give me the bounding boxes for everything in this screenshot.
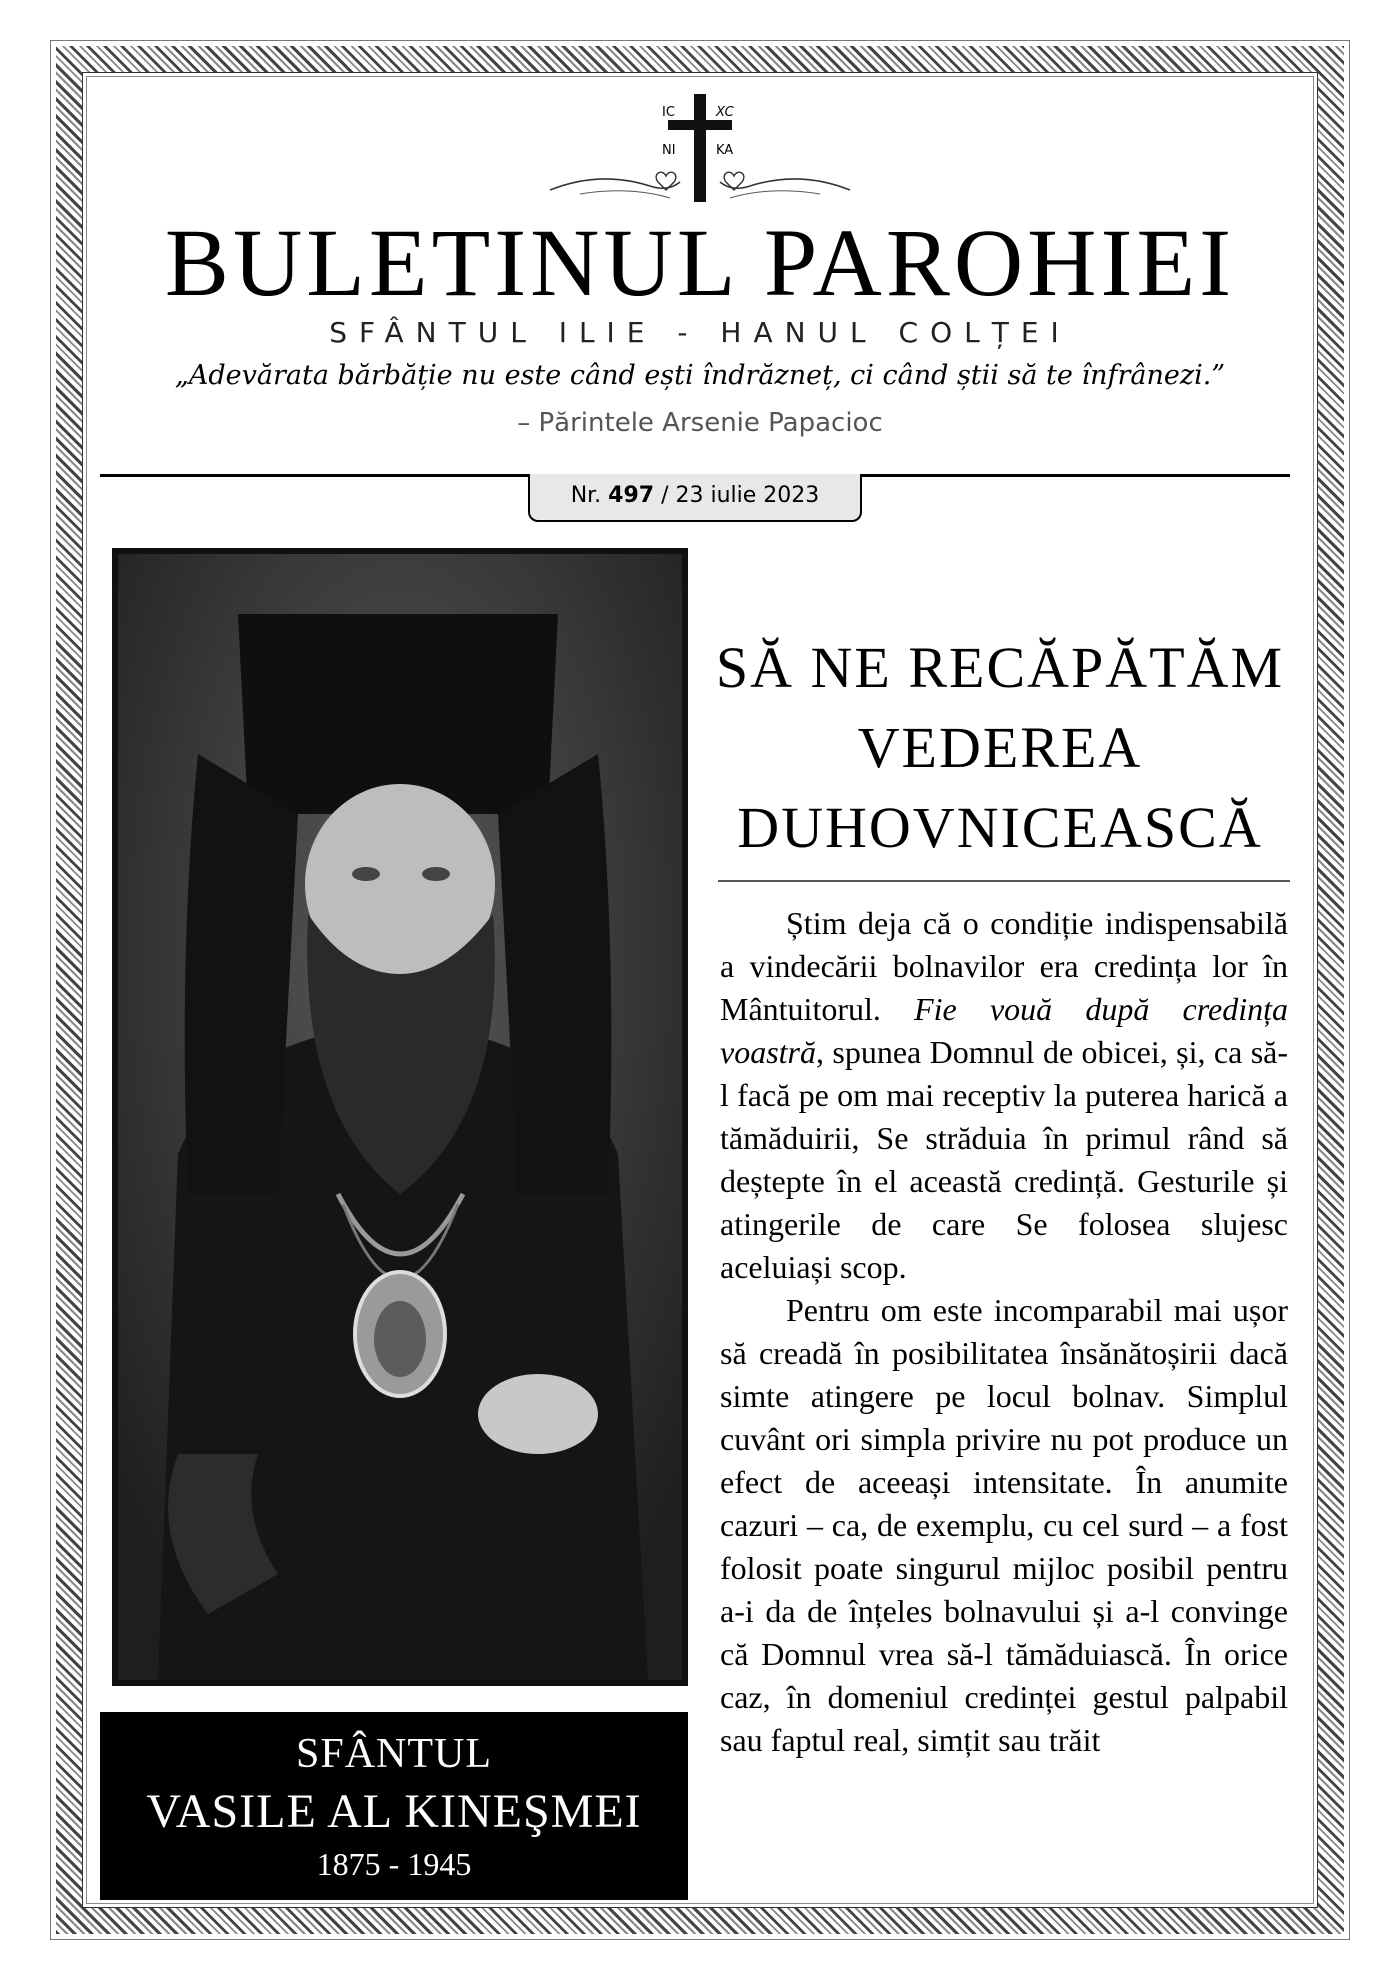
emblem-ka: KA xyxy=(716,143,734,158)
article-title xyxy=(710,628,1290,868)
caption-title: SFÂNTUL xyxy=(295,1731,493,1777)
article-paragraph-1 xyxy=(720,902,1288,1289)
issue-date: / 23 iulie 2023 xyxy=(661,483,820,508)
paragraph-1-rest: , spunea Domnul de obicei, și, ca să-l facă pe om mai receptiv la puterea harică a tămăduirii, Se străduia în primul rând să deștepte în el această credință. Gesturile și atingerile de care Se folosea slujesc aceluiași scop. xyxy=(720,1034,1288,1285)
parish-subtitle: SFÂNTUL ILIE - HANUL COLȚEI xyxy=(329,316,1071,349)
article-title-line2: VEDEREA xyxy=(857,715,1143,780)
article-title-rule xyxy=(718,880,1290,882)
newsletter-title: BULETINUL PAROHIEI xyxy=(164,209,1236,316)
emblem-xc: XC xyxy=(716,105,734,120)
portrait-caption xyxy=(100,1712,688,1900)
header-quote: „Adevărata bărbăție nu este când ești îndrăzneț, ci când știi să te înfrânezi.” xyxy=(174,360,1226,391)
saint-portrait-photo xyxy=(112,548,688,1686)
paragraph-1-quote: Fie vouă după credința voastră xyxy=(720,991,1289,1070)
caption-saint-name: VASILE AL KINEŞMEI xyxy=(146,1785,642,1838)
article-paragraph-2: Pentru om este incomparabil mai ușor să creadă în posibilitatea însănătoșirii dacă simte atingere pe locul bolnav. Simplul cuvânt ori simpla privire nu pot produce un efect de aceeași intensitate. În anumite cazuri – ca, de exemplu, cu cel surd – a fost folosit poate singurul mijloc posibil pentru a-i da de înțeles bolnavului și a-l convinge că Domnul vrea să-l tămăduiască. În orice caz, în domeniul credinței gestul palpabil sau faptul real, simțit sau trăit xyxy=(720,1292,1288,1758)
issue-number: 497 xyxy=(608,483,655,508)
paragraph-1-start: Știm deja că o condiție indispensabilă a vindecării bolnavilor era credința lor în Mântuitorul. xyxy=(720,905,1288,1027)
article-title-line3: DUHOVNICEASCĂ xyxy=(737,795,1263,860)
quote-author: – Părintele Arsenie Papacioc xyxy=(517,408,883,438)
article-title-line1: SĂ NE RECĂPĂTĂM xyxy=(715,635,1285,700)
cross-icon xyxy=(540,90,860,220)
emblem-ni: NI xyxy=(662,143,676,158)
caption-years: 1875 - 1945 xyxy=(316,1846,472,1882)
emblem-ic: IC xyxy=(662,105,675,120)
issue-prefix: Nr. xyxy=(570,483,602,508)
issue-badge xyxy=(528,474,862,522)
article-body xyxy=(720,902,1288,1762)
cross-emblem xyxy=(540,90,860,220)
